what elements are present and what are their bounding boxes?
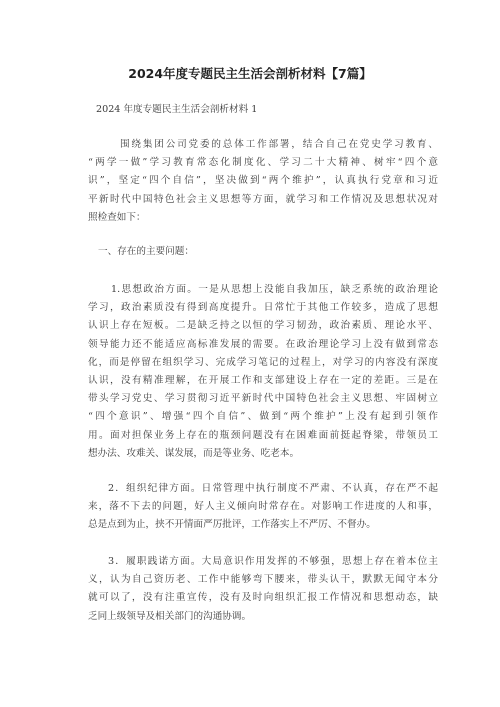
document-title: 2024年度专题民主生活会剖析材料【7篇】 — [128, 66, 372, 81]
paragraph-line: 照检查如下： — [88, 211, 146, 223]
paragraph-line: 带头学习党史、学习贯彻习近平新时代中国特色社会主义思想、牢固树立 — [88, 393, 438, 405]
paragraph-line: 认识，没有精准理解，在开展工作和支部建设上存在一定的差距。三是在 — [88, 374, 438, 386]
paragraph-line: 乏同上级领导及相关部门的沟通协调。 — [88, 610, 252, 622]
paragraph-line: 一、存在的主要问题： — [98, 246, 194, 257]
paragraph-line: 围绕集团公司党委的总体工作部署，结合自己在党史学习教育、 — [120, 139, 438, 150]
paragraph-line: “两学一做”学习教育常态化制度化、学习二十大精神、树牢“四个意 — [88, 157, 438, 169]
section-heading — [88, 243, 438, 261]
paragraph-line: 2．组织纪律方面。日常管理中执行制度不严肃、不认真，存在严不起 — [108, 483, 438, 494]
duty-paragraph — [88, 553, 438, 626]
intro-paragraph — [88, 136, 438, 227]
paragraph-line: 识”，坚定“四个自信”，坚决做到“两个维护”，认真执行党章和习近 — [88, 175, 438, 187]
paragraph-line: 学习，政治素质没有得到高度提升。日常忙于其他工作较多，造成了思想 — [88, 302, 438, 314]
paragraph-line: 就可以了，没有注重宣传，没有及时向组织汇报工作情况和思想动态，缺 — [88, 592, 438, 604]
paragraph-line: 想办法、攻难关、谋发展，而是等业务、吃老本。 — [88, 447, 300, 459]
document-subtitle: 2024 年度专题民主生活会剖析材料 1 — [96, 104, 258, 115]
discipline-paragraph — [88, 480, 438, 535]
paragraph-line: “四个意识”、增强“四个自信”、做到“两个维护”上没有起到引领作 — [88, 411, 438, 423]
paragraph-line: 义，认为自己资历老、工作中能够弯下腰来，带头认干，默默无闻守本分 — [88, 574, 438, 586]
paragraph-line: 化，而是停留在组织学习、完成学习笔记的过程上，对学习的内容没有深度 — [88, 356, 438, 368]
paragraph-line: 1.思想政治方面。一是从思想上没能自我加压，缺乏系统的政治理论 — [111, 284, 438, 295]
paragraph-line: 认识上存在短板。二是缺乏持之以恒的学习韧劲，政治素质、理论水平、 — [88, 320, 438, 332]
paragraph-line: 平新时代中国特色社会主义思想等方面，就学习和工作情况及思想状况对 — [88, 193, 438, 205]
ideology-paragraph — [88, 281, 438, 463]
paragraph-line: 来，落不下去的问题，好人主义倾向时常存在。对影响工作进度的人和事， — [88, 501, 438, 513]
paragraph-line: 总是点到为止，挟不开情面严厉批评，工作落实上不严厉、不督办。 — [88, 519, 376, 531]
paragraph-line: 领导能力还不能适应高标准发展的需要。在政治理论学习上没有做到常态 — [88, 338, 438, 350]
paragraph-line: 3．履职践诺方面。大局意识作用发挥的不够强，思想上存在着本位主 — [108, 556, 438, 567]
paragraph-line: 用。面对担保业务上存在的瓶颈问题没有在困难面前挺起脊梁，带领员工 — [88, 429, 438, 441]
